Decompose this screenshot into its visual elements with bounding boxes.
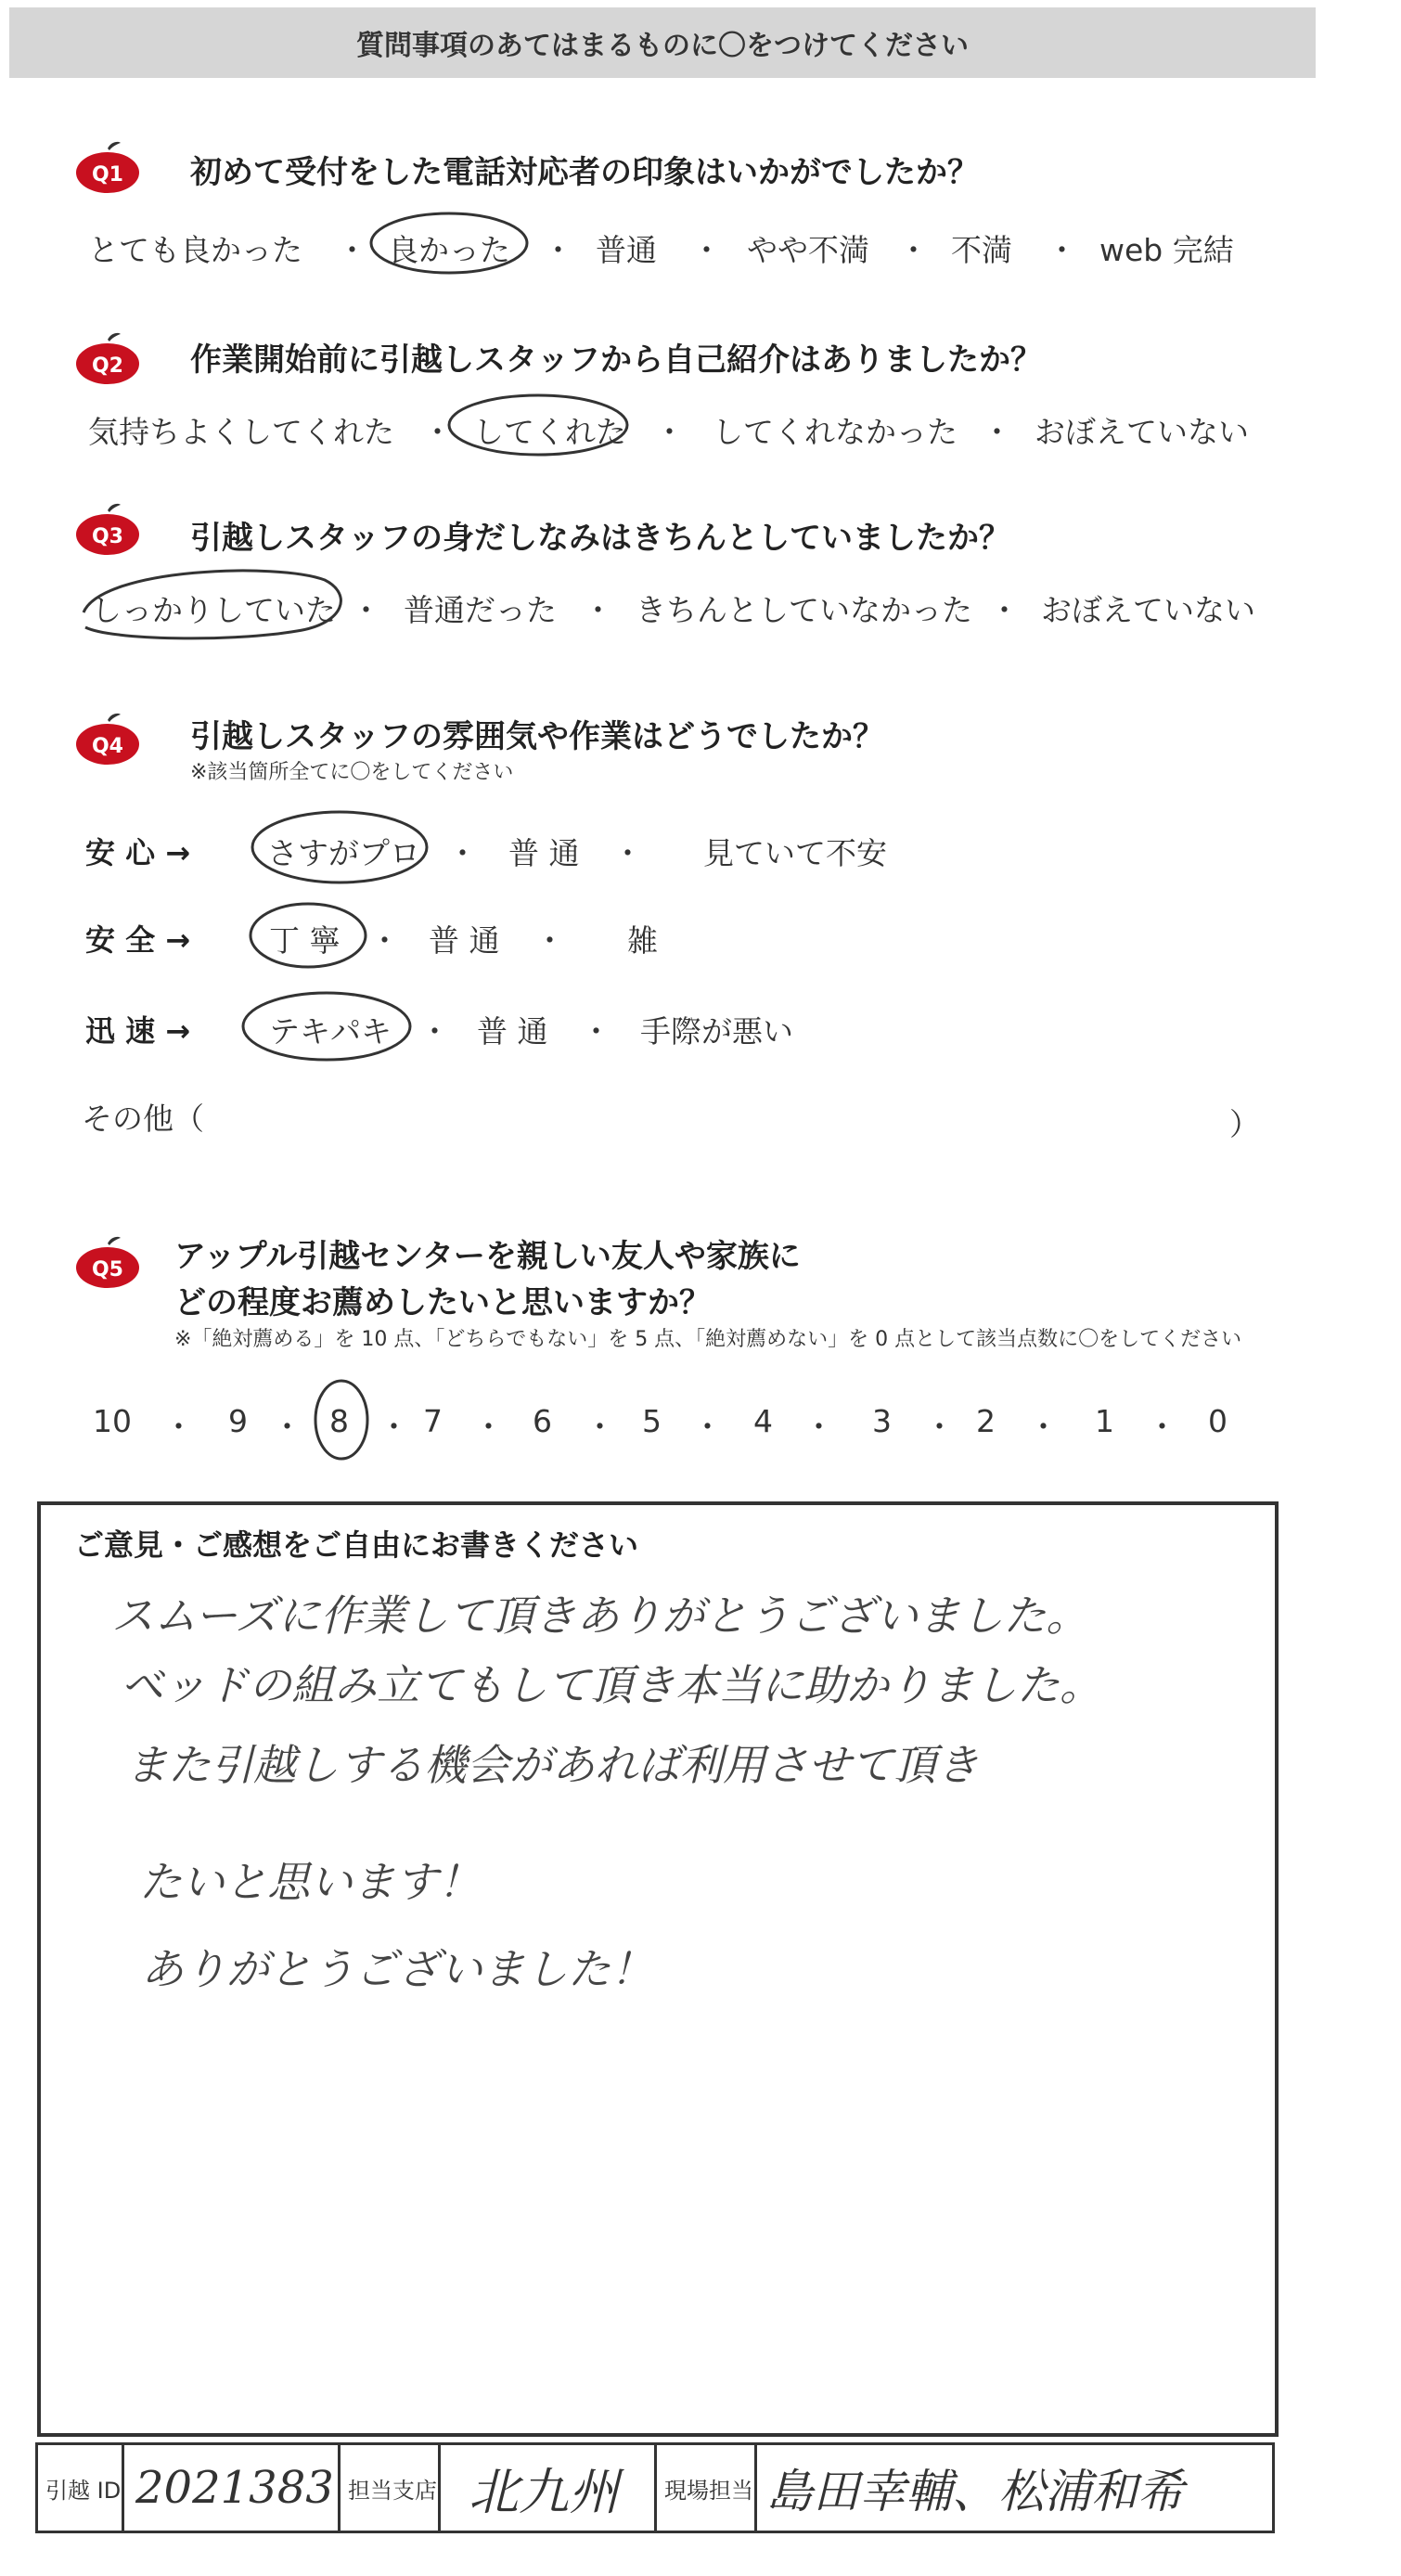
footer-id-label-cell (38, 2445, 124, 2531)
q4-row3-option-3[interactable]: 手際が悪い (640, 1013, 793, 1050)
q2-question: 作業開始前に引越しスタッフから自己紹介はありましたか？ (190, 341, 1042, 379)
q5-score-1[interactable]: 1 (1095, 1403, 1114, 1439)
q2-badge-label: Q2 (91, 354, 123, 378)
footer-id-label: 引越 ID (45, 2477, 122, 2504)
q4-row3-option-2[interactable]: 普 通 (477, 1013, 548, 1050)
footer-branch-label: 担当支店 (348, 2477, 437, 2504)
q5-selected-circle (315, 1381, 367, 1459)
q2-option-3[interactable]: してくれなかった (713, 414, 958, 450)
footer-staff-label-cell (657, 2445, 757, 2531)
q3-selected-circle (84, 571, 341, 638)
footer-id-cell[interactable] (124, 2445, 341, 2531)
q5-score-7[interactable]: 7 (423, 1403, 443, 1439)
footer-staff-label: 現場担当 (664, 2477, 753, 2504)
q3-option-2[interactable]: 普通だった (404, 592, 557, 628)
q5-score-9[interactable]: 9 (228, 1403, 248, 1439)
q2-selected-circle (449, 395, 627, 455)
q5-score-5[interactable]: 5 (642, 1403, 662, 1439)
q4-row1-option-2[interactable]: 普 通 (508, 835, 580, 871)
q1-option-1[interactable]: とても良かった (88, 232, 302, 268)
footer-staff-value: 島田幸輔、松浦和希 (766, 2465, 1184, 2518)
q1-badge-label: Q1 (91, 163, 123, 187)
q3-badge-label: Q3 (91, 525, 123, 548)
footer-branch-label-cell (341, 2445, 441, 2531)
q4-row1-selected-circle (252, 812, 427, 882)
q4-other-label: その他（ (82, 1101, 204, 1137)
q1-option-5[interactable]: 不満 (951, 232, 1012, 268)
q4-row2-label: 安 全 → (85, 922, 191, 958)
q4-row3-option-1[interactable]: テキパキ (269, 1013, 392, 1050)
q4-other-close: ） (1229, 1106, 1260, 1142)
q3-question: 引越しスタッフの身だしなみはきちんとしていましたか？ (190, 520, 1010, 557)
q4-row2-option-3[interactable]: 雑 (627, 922, 658, 959)
comment-line-2: ベッドの組み立てもして頂き本当に助かりました。 (121, 1660, 1102, 1710)
q3-option-3[interactable]: きちんとしていなかった (636, 592, 972, 628)
q4-badge-label: Q4 (91, 735, 123, 758)
q1-option-2[interactable]: 良かった (388, 232, 510, 268)
q5-score-6[interactable]: 6 (533, 1403, 552, 1439)
footer-box (35, 2442, 1275, 2533)
footer-branch-cell[interactable] (441, 2445, 657, 2531)
comment-line-1: スムーズに作業して頂きありがとうございました。 (111, 1591, 1089, 1641)
comment-line-5: ありがとうございました！ (141, 1944, 653, 1994)
q4-row3-selected-circle (243, 993, 410, 1060)
q4-row1-label: 安 心 → (85, 835, 191, 870)
q4-row2-option-2[interactable]: 普 通 (429, 922, 500, 959)
q1-option-3[interactable]: 普通 (596, 232, 657, 268)
comment-line-4: たいと思います！ (139, 1857, 481, 1907)
comment-line-3: また引越しする機会があれば利用させて頂き (125, 1740, 979, 1790)
q4-question: 引越しスタッフの雰囲気や作業はどうでしたか？ (190, 718, 884, 755)
q1-option-6[interactable]: web 完結 (1099, 232, 1234, 268)
q5-score-2[interactable]: 2 (976, 1403, 996, 1439)
q5-score-0[interactable]: 0 (1208, 1403, 1227, 1439)
q4-row3-label: 迅 速 → (85, 1013, 191, 1049)
q5-question-line2: どの程度お薦めしたいと思いますか？ (174, 1284, 711, 1321)
q5-score-3[interactable]: 3 (872, 1403, 892, 1439)
comments-heading: ご意見・ご感想をご自由にお書きください (74, 1527, 639, 1563)
q4-row2-option-1[interactable]: 丁 寧 (269, 922, 341, 959)
q4-note: ※該当箇所全てに〇をしてください (190, 761, 514, 784)
q2-option-4[interactable]: おぼえていない (1035, 414, 1249, 450)
q4-row1-option-1[interactable]: さすがプロ (267, 835, 420, 871)
header-title: 質問事項のあてはまるものに〇をつけてください (356, 30, 969, 62)
q2-option-2[interactable]: してくれた (473, 414, 626, 450)
q5-score-8[interactable]: 8 (329, 1403, 349, 1439)
q3-option-4[interactable]: おぼえていない (1041, 592, 1255, 628)
q4-row2-selected-circle (251, 904, 366, 967)
q4-row1-option-3[interactable]: 見ていて不安 (703, 835, 887, 871)
footer-staff-cell[interactable] (757, 2445, 1272, 2531)
q1-selected-circle (371, 213, 527, 273)
footer-branch-value: 北九州 (469, 2462, 619, 2521)
q1-question: 初めて受付をした電話対応者の印象はいかがでしたか？ (190, 154, 979, 191)
q2-option-1[interactable]: 気持ちよくしてくれた (88, 414, 394, 450)
q5-question-line1: アップル引越センターを親しい友人や家族に (174, 1238, 801, 1275)
q5-badge-label: Q5 (91, 1258, 123, 1282)
q3-option-1[interactable]: しっかりしていた (91, 592, 336, 628)
q5-score-4[interactable]: 4 (753, 1403, 773, 1439)
q5-note: ※「絶対薦める」を 10 点、「どちらでもない」を 5 点、「絶対薦めない」を 0 点として該当点数に〇をしてください (174, 1328, 1242, 1351)
footer-id-value: 2021383 (135, 2462, 334, 2514)
q5-score-10[interactable]: 10 (93, 1403, 132, 1439)
q1-option-4[interactable]: やや不満 (747, 232, 869, 268)
